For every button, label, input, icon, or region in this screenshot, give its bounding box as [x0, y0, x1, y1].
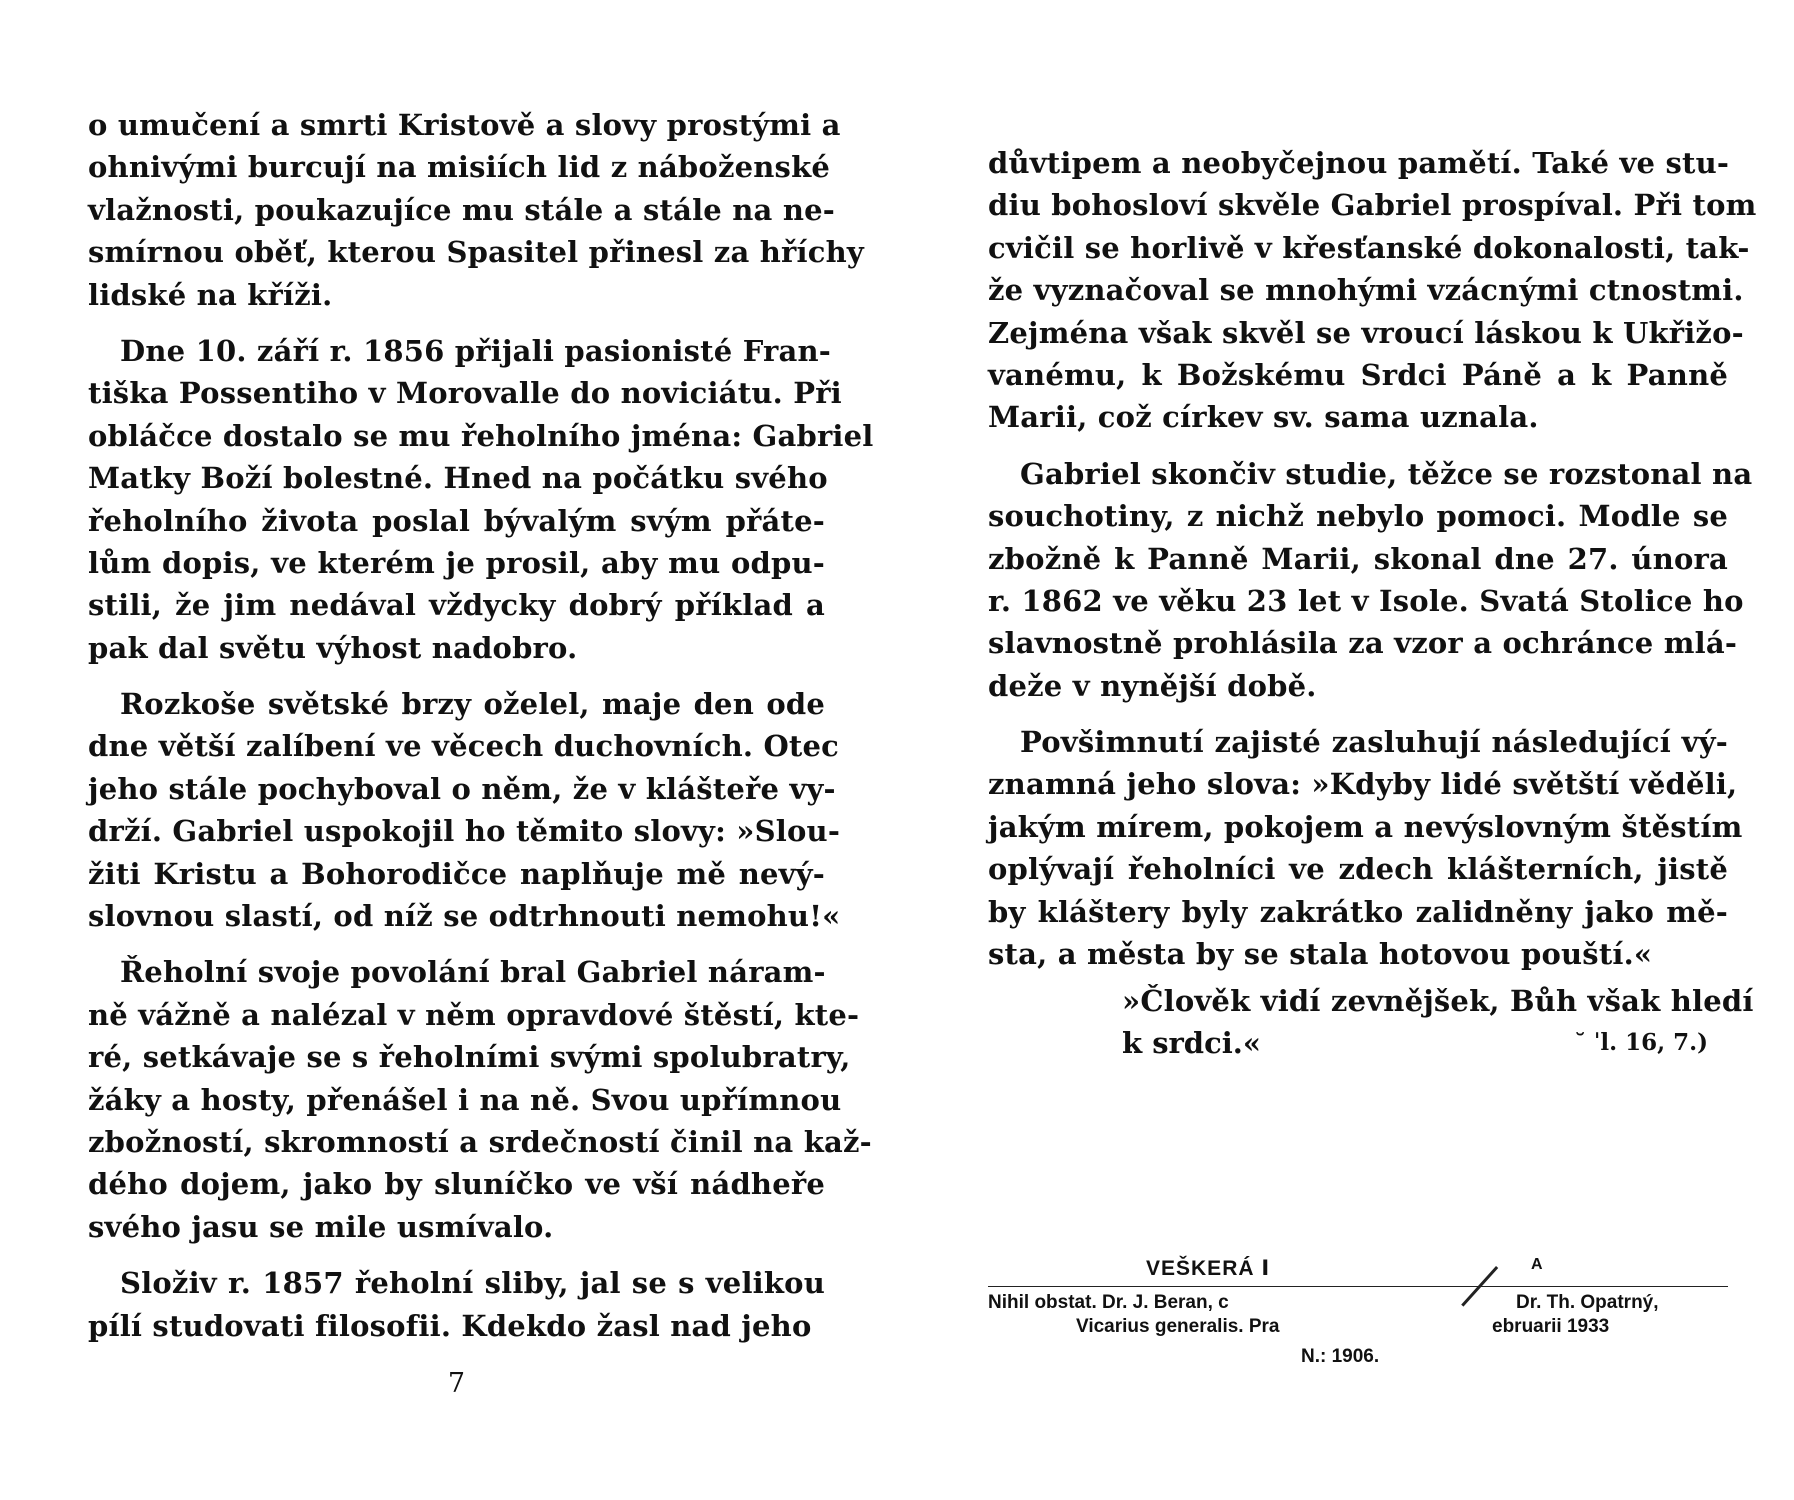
text-line: jakým mírem, pokojem a nevýslovným štěstím	[988, 809, 1743, 844]
text-line: Zejména však skvěl se vroucí láskou k Ukřižo-	[988, 315, 1744, 350]
text-line: dého dojem, jako by sluníčko ve vší nádheře	[88, 1167, 825, 1202]
paragraph-gap	[88, 669, 825, 683]
quote-line-2-row	[1122, 1022, 1728, 1064]
right-page-body	[988, 142, 1757, 975]
quote-line-1: »Člověk vidí zevnějšek, Bůh však hledí	[1122, 984, 1754, 1018]
text-line: lidské na kříži.	[88, 277, 333, 312]
text-line: slovnou slastí, od níž se odtrhnouti nemohu!«	[88, 899, 841, 934]
text-line: smírnou oběť, kterou Spasitel přinesl za hříchy	[88, 235, 864, 270]
text-line: oplývají řeholníci ve zdech klášterních, jistě	[988, 852, 1728, 887]
bible-quote	[1122, 980, 1754, 1065]
vicarius-line: Vicarius generalis. Pra	[1076, 1316, 1280, 1337]
left-page-body	[88, 104, 874, 1347]
imprint-title: VEŠKERÁ Ⅰ	[1146, 1257, 1271, 1280]
text-line: zbožně k Panně Marii, skonal dne 27. února	[988, 541, 1728, 576]
paragraph-gap	[88, 937, 825, 951]
text-line: důvtipem a neobyčejnou pamětí. Také ve stu-	[988, 146, 1730, 180]
paragraph	[988, 721, 1743, 975]
text-line: drží. Gabriel uspokojil ho těmito slovy: »Slou-	[88, 814, 841, 849]
paragraph	[88, 1262, 825, 1347]
page-number: 7	[447, 1368, 466, 1399]
paragraph-gap	[988, 439, 1728, 453]
text-line: vlažnosti, poukazujíce mu stále a stále na ne-	[88, 192, 835, 227]
text-line: diu bohosloví skvěle Gabriel prospíval. Při tom	[988, 188, 1757, 223]
text-line: deže v nynější době.	[988, 668, 1317, 703]
text-line: ně vážně a nalézal v něm opravdové štěstí, kte-	[88, 997, 860, 1032]
text-line: svého jasu se mile usmívalo.	[88, 1209, 554, 1244]
date-line: ebruarii 1933	[1492, 1316, 1610, 1337]
text-line: slavnostně prohlásila za vzor a ochránce mlá-	[988, 626, 1738, 661]
paragraph	[88, 951, 872, 1248]
text-line: Povšimnutí zajisté zasluhují následující vý-	[1020, 725, 1728, 760]
nihil-obstat-line: Nihil obstat. Dr. J. Beran, c	[988, 1292, 1229, 1313]
text-line: Složiv r. 1857 řeholní sliby, jal se s velikou	[120, 1266, 825, 1301]
signatory-line: Dr. Th. Opatrný,	[1516, 1292, 1659, 1313]
text-line: žiti Kristu a Bohorodičce naplňuje mě nevý-	[88, 856, 825, 891]
paragraph-gap	[988, 707, 1728, 721]
imprint-number: N.: 1906.	[1301, 1346, 1380, 1367]
paragraph	[88, 683, 841, 937]
paragraph-gap	[88, 316, 825, 330]
quote-reference: ˘ ˈl. 16, 7.)	[1574, 1029, 1708, 1057]
text-line: jeho stále pochyboval o něm, že v klášteře vy-	[88, 771, 836, 806]
text-line: dne větší zalíbení ve věcech duchovních. Otec	[88, 729, 840, 764]
text-line: zbožností, skromností a srdečností činil na kaž-	[88, 1124, 872, 1159]
text-line: pak dal světu výhost nadobro.	[88, 630, 578, 665]
text-line: ré, setkávaje se s řeholními svými spolubratry,	[88, 1040, 851, 1075]
text-line: že vyznačoval se mnohými vzácnými ctnostmi.	[988, 273, 1744, 308]
right-page	[988, 0, 1757, 1500]
quote-line-2: k srdci.«	[1122, 1026, 1261, 1061]
text-line: pílí studovati filosofii. Kdekdo žasl nad jeho	[88, 1308, 812, 1343]
paragraph	[88, 330, 874, 669]
paragraph	[88, 104, 864, 316]
text-line: o umučení a smrti Kristově a slovy prostými a	[88, 108, 841, 142]
text-line: Matky Boží bolestné. Hned na počátku svého	[88, 461, 828, 496]
text-line: lům dopis, ve kterém je prosil, aby mu odpu-	[88, 545, 825, 580]
text-line: Řeholní svoje povolání bral Gabriel náram-	[120, 955, 826, 990]
text-line: Dne 10. září r. 1856 přijali pasionisté Fran-	[120, 333, 831, 368]
text-line: řeholního života poslal bývalým svým přáte-	[88, 503, 825, 538]
text-line: sta, a města by se stala hotovou pouští.«	[988, 937, 1653, 972]
imprint-rule	[988, 1286, 1728, 1287]
text-line: žáky a hosty, přenášel i na ně. Svou upřímnou	[88, 1082, 842, 1117]
text-line: znamná jeho slova: »Kdyby lidé světští věděli,	[988, 767, 1738, 802]
imprint-title-right: A	[1531, 1256, 1543, 1273]
text-line: by kláštery byly zakrátko zalidněny jako mě-	[988, 894, 1728, 929]
text-line: stili, že jim nedával vždycky dobrý příklad a	[88, 588, 825, 623]
text-line: ohnivými burcují na misiích lid z náboženské	[88, 150, 831, 185]
text-line: tiška Possentiho v Morovalle do noviciátu. Při	[88, 376, 842, 411]
paragraph	[988, 142, 1757, 439]
text-line: Rozkoše světské brzy oželel, maje den ode	[120, 687, 825, 722]
text-line: r. 1862 ve věku 23 let v Isole. Svatá Stolice ho	[988, 583, 1744, 618]
text-line: Gabriel skončiv studie, těžce se rozstonal na	[1020, 456, 1753, 491]
text-line: souchotiny, z nichž nebylo pomoci. Modle se	[988, 499, 1728, 534]
text-line: Marii, což církev sv. sama uznala.	[988, 400, 1539, 435]
text-line: cvičil se horlivě v křesťanské dokonalosti, tak-	[988, 230, 1750, 265]
left-page	[88, 0, 874, 1500]
text-line: vanému, k Božskému Srdci Páně a k Panně	[988, 357, 1728, 392]
text-line: obláčce dostalo se mu řeholního jména: Gabriel	[88, 418, 874, 453]
paragraph-gap	[88, 1248, 825, 1262]
paragraph	[988, 453, 1753, 707]
